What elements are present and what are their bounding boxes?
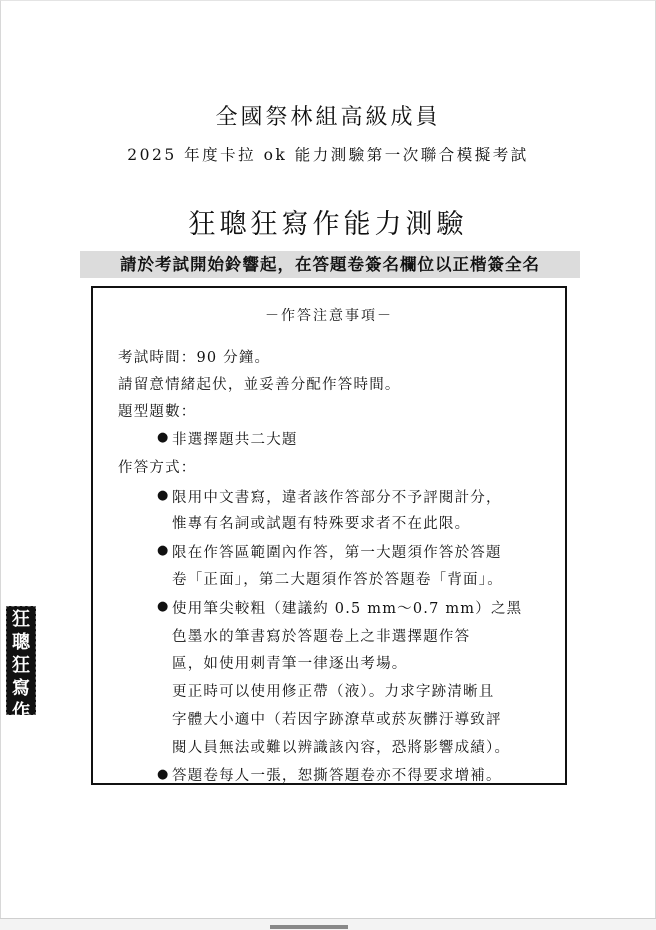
- bullet-icon: ●: [157, 488, 169, 503]
- organization-title: 全國祭林組高級成員: [215, 105, 441, 130]
- side-label-char: 作: [12, 701, 30, 722]
- rule-line: 更正時可以使用修正帶（液）。力求字跡清晰且: [172, 684, 495, 700]
- bullet-icon: ●: [157, 767, 169, 782]
- exam-time: 考試時間：90 分鐘。: [118, 350, 271, 366]
- bullet-icon: ●: [157, 543, 169, 558]
- side-label-char: 狂: [12, 655, 30, 676]
- sign-instruction: 請於考試開始鈴響起，在答題卷簽名欄位以正楷簽全名: [80, 251, 580, 278]
- side-label-char: 寫: [12, 678, 30, 699]
- rule-line: 限用中文書寫，違者該作答部分不予評閱計分，: [172, 490, 502, 506]
- bullet-icon: ●: [157, 599, 169, 614]
- rule-line: 區，如使用刺青筆一律逐出考場。: [172, 656, 408, 672]
- types-item: 非選擇題共二大題: [172, 432, 298, 448]
- side-label: [6, 606, 36, 722]
- emotion-note: 請留意情緒起伏，並妥善分配作答時間。: [118, 377, 401, 393]
- rule-line: 答題卷每人一張，恕撕答題卷亦不得要求增補。: [172, 768, 502, 784]
- rule-line: 卷「正面」，第二大題須作答於答題卷「背面」。: [172, 572, 503, 588]
- rule-line: 惟專有名詞或試題有特殊要求者不在此限。: [172, 516, 471, 532]
- types-label: 題型題數：: [118, 404, 197, 420]
- rule-line: 色墨水的筆書寫於答題卷上之非選擇題作答: [172, 629, 471, 645]
- rule-line: 使用筆尖較粗（建議約 0.5 mm～0.7 mm）之黑: [172, 601, 523, 617]
- rule-line: 限在作答區範圍內作答，第一大題須作答於答題: [172, 545, 502, 561]
- notice-heading: －作答注意事項－: [265, 308, 393, 324]
- page-bottom-mark: [270, 925, 348, 929]
- bullet-icon: ●: [157, 430, 169, 445]
- exam-name: 2025 年度卡拉 ok 能力測驗第一次聯合模擬考試: [127, 146, 529, 164]
- method-label: 作答方式：: [118, 460, 197, 476]
- test-title: 狂聰狂寫作能力測驗: [188, 209, 468, 240]
- notice-box: [91, 286, 567, 785]
- side-label-char: 聰: [12, 632, 30, 653]
- side-label-char: 狂: [12, 609, 30, 630]
- rule-line: 字體大小適中（若因字跡潦草或菸灰髒汙導致評: [172, 712, 502, 728]
- rule-line: 閱人員無法或難以辨識該內容，恐將影響成績）。: [172, 740, 511, 756]
